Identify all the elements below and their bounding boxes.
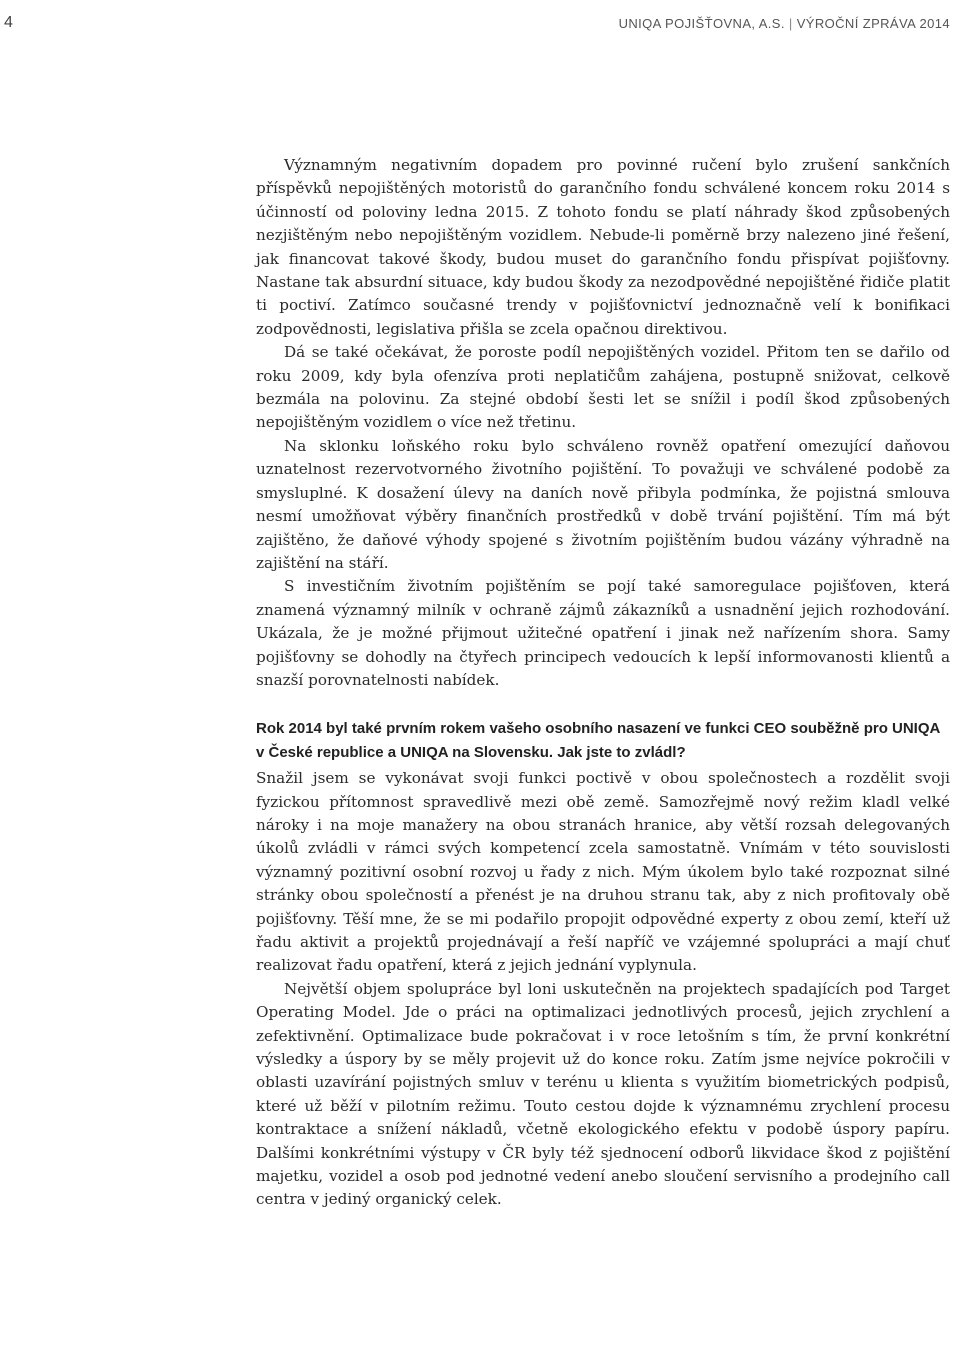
report-name: VÝROČNÍ ZPRÁVA 2014 xyxy=(796,16,950,31)
title-separator: | xyxy=(788,16,793,31)
page-header xyxy=(0,0,960,40)
article-body xyxy=(256,154,950,1212)
company-name: UNIQA POJIŠŤOVNA, A.S. xyxy=(618,16,785,31)
paragraph-danova-uznatelnost: Na sklonku loňského roku bylo schváleno rovněž opatření omezující daňovou uznatelnost rezervotvorného životního pojištění. To považuji ve schválené podobě za smysluplné. K dosažení úlevy na daních nově přibyla podmínka, že pojistná smlouva nesmí umožňovat výběry finančních prostředků v době trvání pojištění. Tím má být zajištěno, že daňové výhody spojené s životním pojištěním budou vázány výhradně na zajištění na stáří. xyxy=(256,436,950,572)
answer-paragraph-1: Snažil jsem se vykonávat svoji funkci poctivě v obou společnostech a rozdělit svoji fyzickou přítomnost spravedlivě mezi obě země. Samozřejmě nový režim kladl velké nároky i na moje manažery na obou stranách hranice, aby větší rozsah delegovaných úkolů zvládli v rámci svých kompetencí zcela samostatně. Vnímám v této souvislosti významný pozitivní osobní rozvoj u řady z nich. Mým úkolem bylo také rozpoznat silné stránky obou společností a přenést je na druhou stranu tak, aby z nich profitovaly obě pojišťovny. Těší mne, že se mi podařilo propojit odpovědné experty z obou zemí, kteří už řadu aktivit a projektů projednávají a řeší napříč ve vzájemné spolupráci a mají chuť realizovat řadu opatření, která z jejich jednání vyplynula. xyxy=(256,769,950,975)
answer-paragraph-2: Největší objem spolupráce byl loni uskutečněn na projektech spadajících pod Target Operating Model. Jde o práci na optimalizaci jednotlivých procesů, jejich zrychlení a zefektivnění. Optimalizace bude pokračovat i v roce letošním s tím, že první konkrétní výsledky a úspory by se měly projevit už do konce roku. Zatím jsme nejvíce pokročili v oblasti uzavírání pojistných smluv v terénu u klienta s využitím biometrických podpisů, které už běží v pilotním režimu. Touto cestou dojde k významnému zrychlení procesu kontraktace a snížení nákladů, včetně ekologického efektu v podobě úspory papíru. Dalšími konkrétními výstupy v ČR byly též sjednocení odborů likvidace škod z pojištění majetku, vozidel a osob pod jednotné vedení anebo sloučení servisního a prodejního call centra v jediný organický celek. xyxy=(256,979,950,1209)
paragraph-samoregulace: S investičním životním pojištěním se pojí také samoregulace pojišťoven, která znamená významný milník v ochraně zájmů zákazníků a usnadnění jejich rozhodování. Ukázala, že je možné přijmout užitečné opatření i jinak než nařízením shora. Samy pojišťovny se dohodly na čtyřech principech vedoucích k lepší informovanosti klientů a snazší porovnatelnosti nabídek. xyxy=(256,577,950,689)
interview-question: Rok 2014 byl také prvním rokem vašeho osobního nasazení ve funkci CEO souběžně pro UNIQA v České republice a UNIQA na Slovensku. Jak jste to zvládl? xyxy=(256,720,940,761)
page-number: 4 xyxy=(4,14,13,31)
paragraph-nepojistena-vozidla: Dá se také očekávat, že poroste podíl nepojištěných vozidel. Přitom ten se dařilo od roku 2009, kdy byla ofenzíva proti neplatičům zahájena, postupně snižovat, celkově bezmála na polovinu. Za stejné období šesti let se snížil i podíl škod způsobených nepojištěným vozidlem o více než třetinu. xyxy=(256,343,950,432)
paragraph-garancni-fond: Významným negativním dopadem pro povinné ručení bylo zrušení sankčních příspěvků nepojištěných motoristů do garančního fondu schválené koncem roku 2014 s účinností od poloviny ledna 2015. Z tohoto fondu se platí náhrady škod způsobených nezjištěným nebo nepojištěným vozidlem. Nebude-li poměrně brzy nalezeno jiné řešení, jak financovat takové škody, budou muset do garančního fondu přispívat pojišťovny. Nastane tak absurdní situace, kdy budou škody za nezodpovědné nepojištěné řidiče platit ti poctiví. Zatímco současné trendy v pojišťovnictví jednoznačně velí k bonifikaci zodpovědnosti, legislativa přišla se zcela opačnou direktivou. xyxy=(256,156,950,338)
running-title xyxy=(619,16,950,31)
